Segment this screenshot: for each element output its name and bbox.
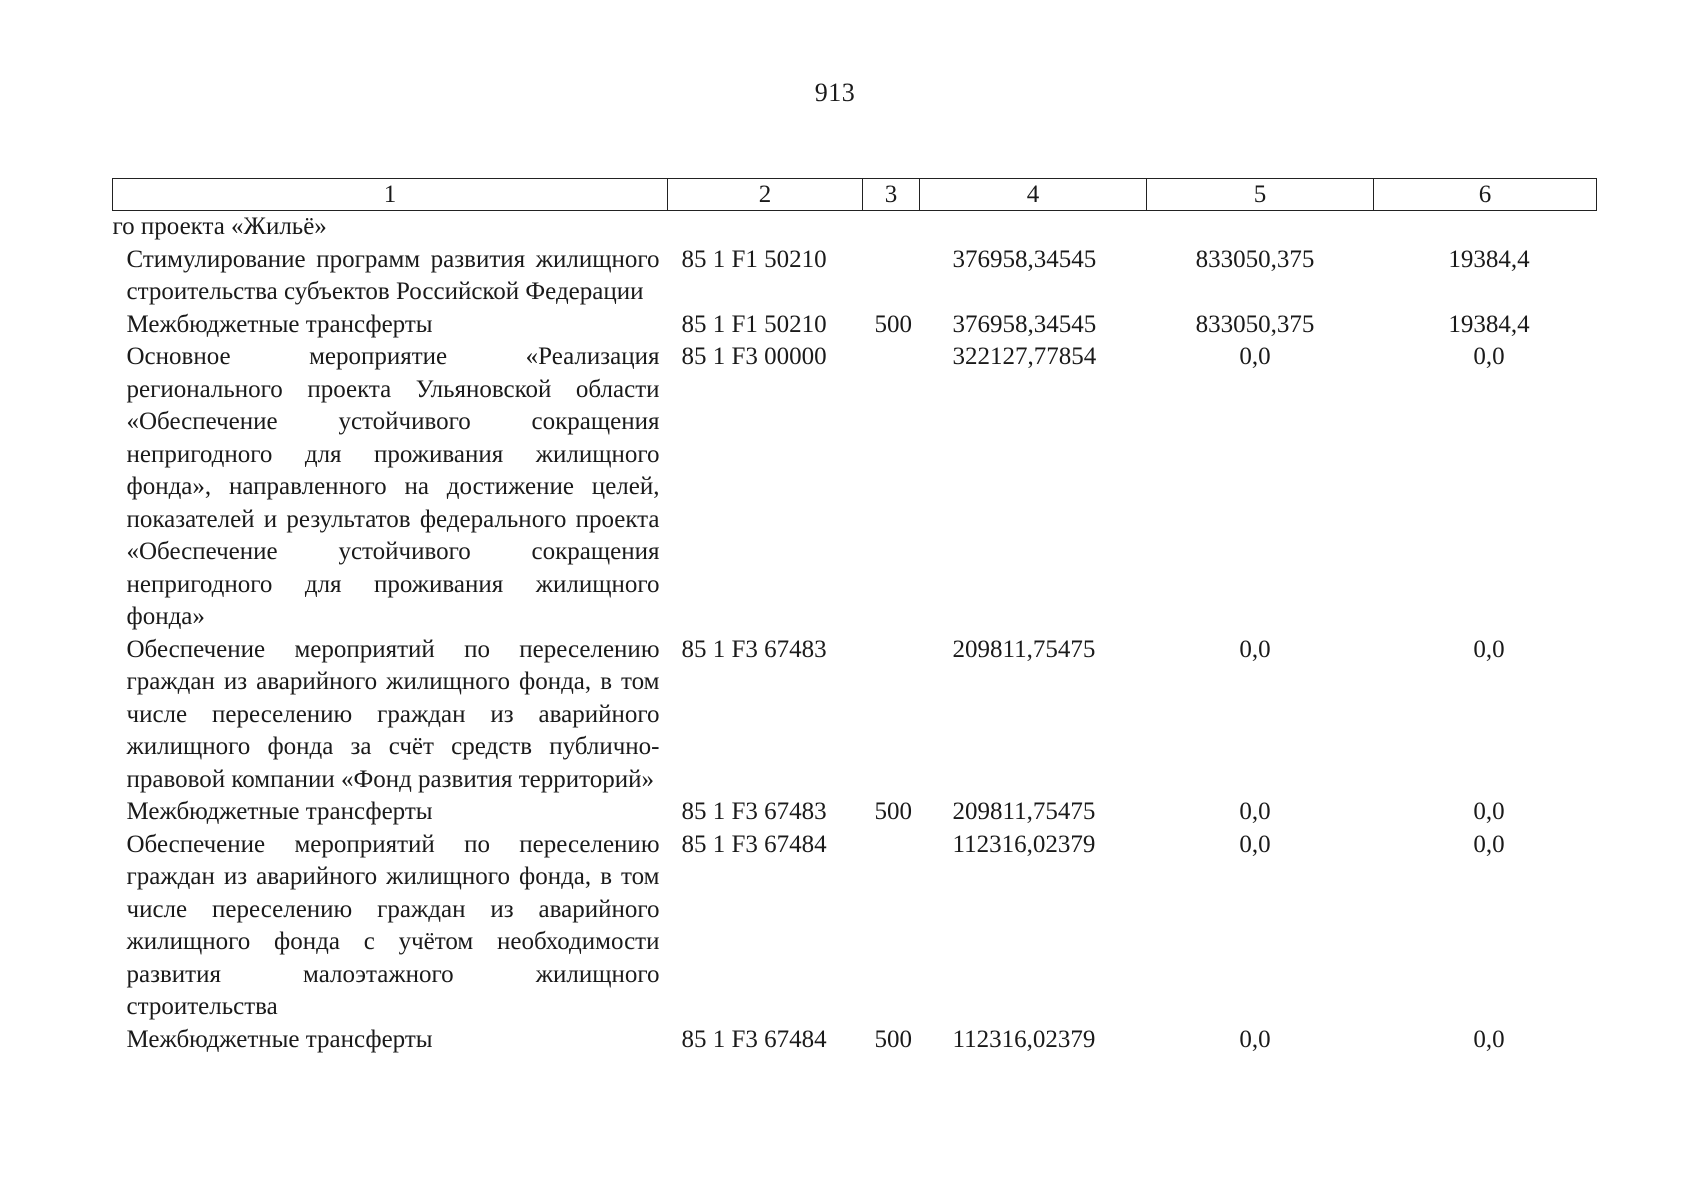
row-description: го проекта «Жильё»: [112, 213, 327, 240]
row-code: 85 1 F3 67484: [681, 830, 827, 858]
row-value-col5: 0,0: [1239, 798, 1271, 825]
row-value-col4: 209811,75475: [952, 798, 1096, 825]
row-value-col5: 0,0: [1239, 1025, 1271, 1053]
row-value-col5: 0,0: [1239, 343, 1271, 370]
page-number: 913: [814, 78, 856, 107]
row-expense-type: [863, 829, 920, 1024]
header-row: [113, 179, 1597, 211]
row-value-col4: 376958,34545: [952, 310, 1097, 338]
row-description: Стимулирование программ развития жилищного строительства субъектов Российской Федерации: [126, 245, 660, 305]
row-value-col4: 112316,02379: [952, 830, 1096, 858]
row-value-col6: 0,0: [1473, 1025, 1505, 1053]
row-value-col4: [920, 211, 1147, 244]
row-expense-type: [863, 341, 920, 634]
row-expense-type: 500: [874, 1025, 912, 1053]
row-code: 85 1 F1 50210: [681, 245, 827, 273]
table-row: [113, 796, 1597, 829]
row-code: 85 1 F3 67483: [681, 798, 827, 825]
header-col-6: 6: [1374, 179, 1597, 211]
header-col-3: 3: [863, 179, 920, 211]
row-value-col5: [1147, 211, 1374, 244]
header-col-5: 5: [1147, 179, 1374, 211]
table-row: [113, 309, 1597, 342]
row-expense-type: 500: [874, 798, 912, 825]
header-col-4: 4: [920, 179, 1147, 211]
row-code: 85 1 F3 00000: [681, 343, 827, 370]
header-col-2: 2: [668, 179, 863, 211]
table-row: [113, 341, 1597, 634]
table-row: [113, 211, 1597, 244]
row-code: 85 1 F3 67484: [681, 1025, 827, 1053]
table-row: [113, 829, 1597, 1024]
row-code: 85 1 F3 67483: [681, 635, 827, 663]
table-row: [113, 1024, 1597, 1057]
row-description: Обеспечение мероприятий по переселению граждан из аварийного жилищного фонда, в том числе переселению граждан из аварийного жилищного фонда с учётом необходимости развития малоэтажного жилищного строительства: [126, 830, 660, 1020]
row-value-col5: 0,0: [1239, 635, 1271, 663]
row-value-col4: 209811,75475: [952, 635, 1096, 663]
row-value-col5: 833050,375: [1195, 245, 1315, 273]
row-value-col6: 19384,4: [1448, 245, 1530, 273]
row-description: Межбюджетные трансферты: [126, 1025, 433, 1053]
header-col-1: 1: [113, 179, 668, 211]
row-description: Основное мероприятие «Реализация регионального проекта Ульяновской области «Обеспечение устойчивого сокращения непригодного для проживания жилищного фонда», направленного на достижение целей, показателей и результатов федерального проекта «Обеспечение устойчивого сокращения непригодного для проживания жилищного фонда»: [126, 343, 660, 630]
row-expense-type: [863, 244, 920, 309]
row-value-col5: 833050,375: [1195, 310, 1315, 338]
row-description: Межбюджетные трансферты: [126, 310, 433, 338]
row-value-col4: 322127,77854: [952, 343, 1097, 370]
table-row: [113, 244, 1597, 309]
row-expense-type: [863, 211, 920, 244]
table-body: [113, 211, 1597, 1057]
row-value-col6: 0,0: [1473, 635, 1505, 663]
row-value-col5: 0,0: [1239, 830, 1271, 858]
table-header: [113, 179, 1597, 211]
row-value-col4: 376958,34545: [952, 245, 1097, 273]
row-value-col6: 19384,4: [1448, 310, 1530, 338]
row-expense-type: [863, 634, 920, 797]
row-code: [668, 211, 863, 244]
budget-table: [112, 178, 1597, 1056]
table-row: [113, 634, 1597, 797]
row-value-col6: 0,0: [1473, 343, 1505, 370]
row-description: Обеспечение мероприятий по переселению граждан из аварийного жилищного фонда, в том числе переселению граждан из аварийного жилищного фонда за счёт средств публично-правовой компании «Фонд развития территорий»: [126, 635, 660, 793]
row-code: 85 1 F1 50210: [681, 310, 827, 338]
row-value-col4: 112316,02379: [952, 1025, 1096, 1053]
row-value-col6: 0,0: [1473, 798, 1505, 825]
row-value-col6: 0,0: [1473, 830, 1505, 858]
row-expense-type: 500: [874, 310, 912, 338]
row-value-col6: [1374, 211, 1597, 244]
row-description: Межбюджетные трансферты: [126, 798, 433, 825]
